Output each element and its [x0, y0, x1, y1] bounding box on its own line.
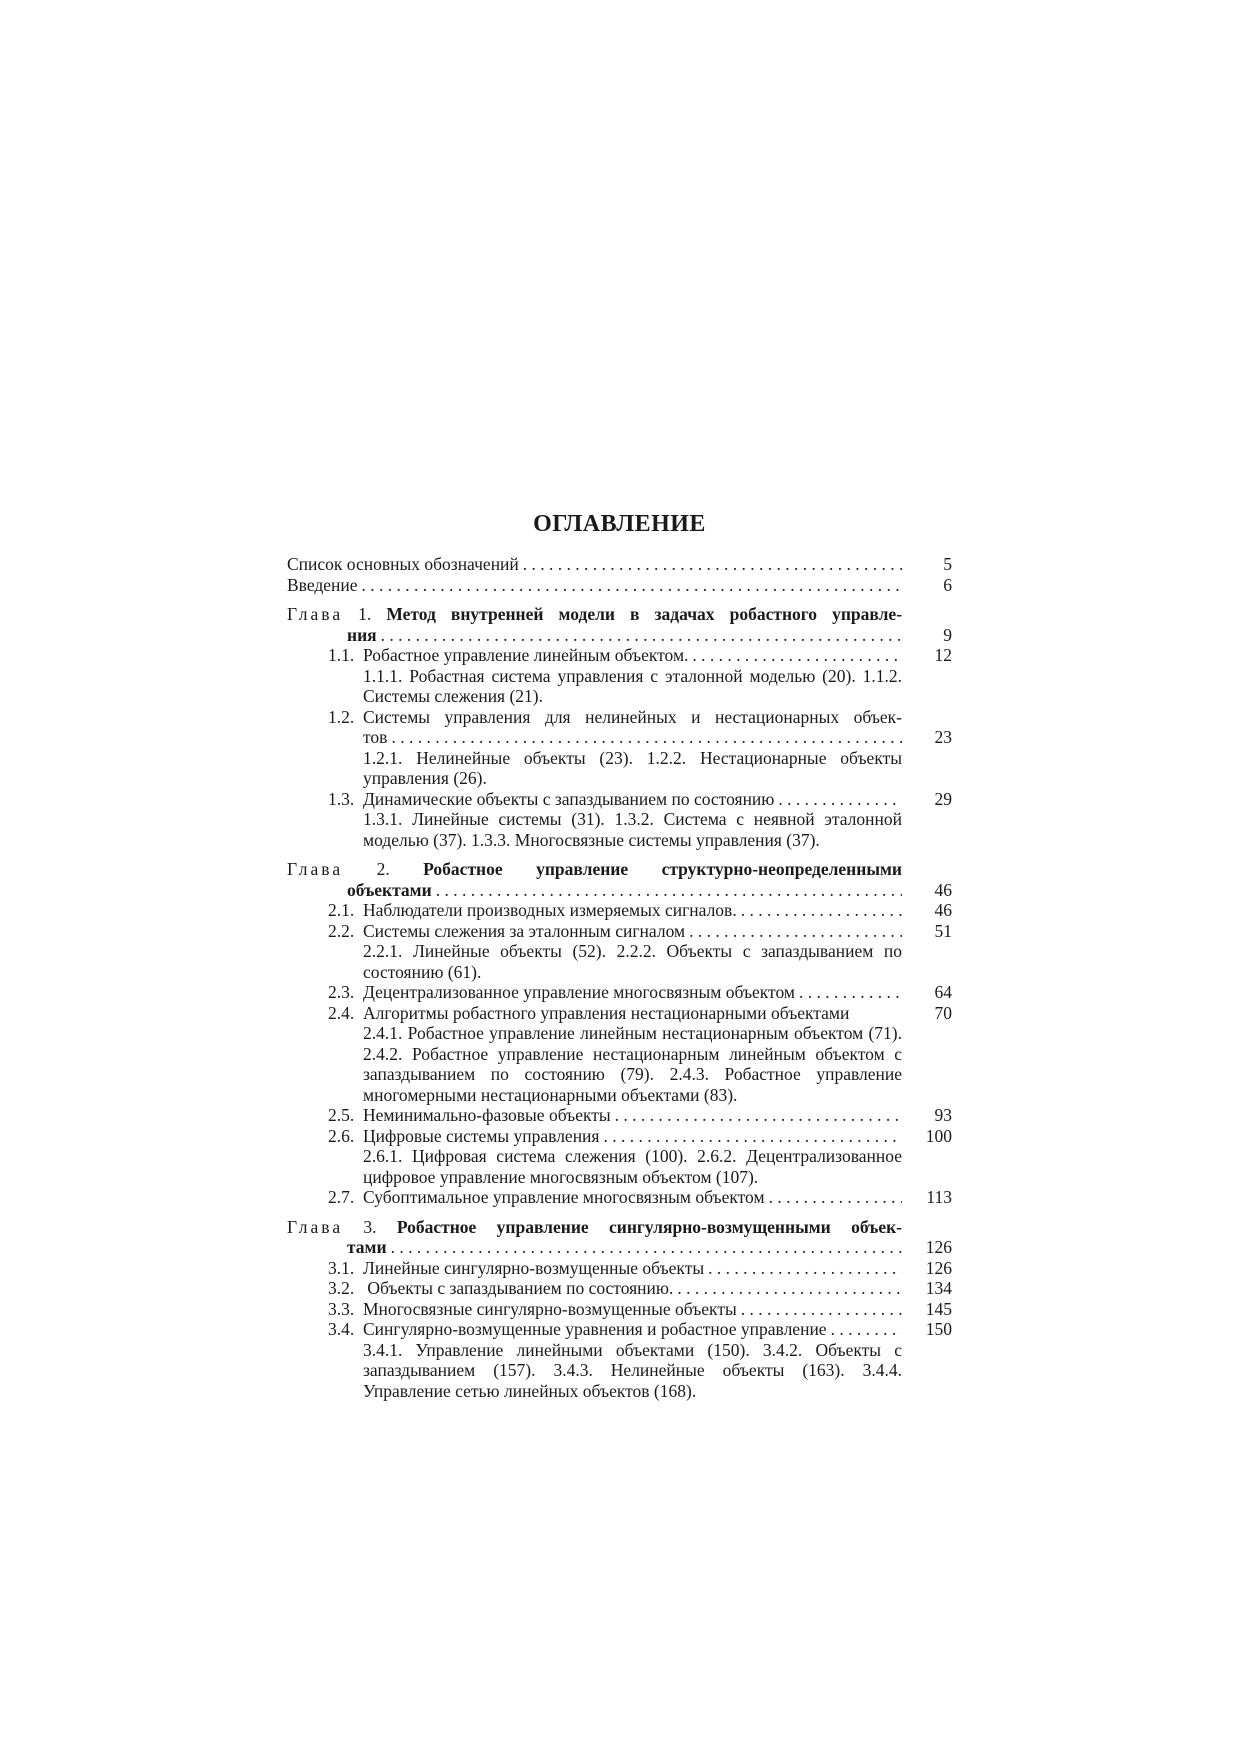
section-label: Многосвязные сингулярно-возмущенные объекты: [363, 1298, 737, 1319]
section-label: Децентрализованное управление многосвязным объектом: [363, 982, 795, 1002]
toc-page-number: 6: [943, 574, 952, 595]
leader-dots: [677, 1278, 902, 1299]
leader-dots: [741, 900, 902, 921]
section-number: 1.1.: [328, 645, 355, 665]
section-label: Системы слежения за эталонным сигналом: [363, 920, 686, 941]
leader-dots: [391, 727, 902, 748]
chapter-3: [287, 1217, 952, 1402]
toc-page-number: 150: [925, 1319, 952, 1339]
toc-page-number: 12: [934, 645, 952, 665]
section-3-1[interactable]: [328, 1258, 952, 1279]
subsections-2-4: 2.4.1. Робастное управление линейным нестационарным объектом (71). 2.4.2. Робастное управление нестационарным линейным объектом с запаздыванием по состоянию (79). 2.4.3. Робастное управление многомерными нестационарными объектами (83).: [363, 1023, 902, 1105]
section-label: Наблюдатели производных измеряемых сигналов.: [363, 900, 737, 920]
chapter-word: Глава: [287, 859, 344, 879]
section-label: Алгоритмы робастного управления нестационарными объектами: [363, 1002, 850, 1023]
section-label: Сингулярно-возмущенные уравнения и робастное управление: [363, 1319, 827, 1339]
section-2-4[interactable]: [328, 1003, 952, 1024]
leader-dots: [689, 921, 902, 942]
section-number: 2.5.: [328, 1105, 355, 1125]
chapter-word: Глава: [287, 604, 344, 624]
chapter-number: 1.: [358, 604, 372, 624]
chapter-1-heading[interactable]: [287, 604, 952, 625]
page-title: ОГЛАВЛЕНИЕ: [533, 511, 706, 537]
chapter-title: Робастное управление сингулярно-возмущенными объек-: [396, 1216, 903, 1237]
chapter-2-heading[interactable]: [287, 859, 952, 880]
toc-page-number: 23: [934, 727, 952, 747]
section-label: Субоптимальное управление многосвязным объектом: [363, 1187, 765, 1207]
section-label-cont: тов: [363, 727, 388, 747]
section-number: 1.3.: [328, 788, 355, 809]
toc-page-number: 5: [943, 554, 952, 574]
leader-dots: [436, 880, 902, 901]
toc-page-number: 134: [925, 1278, 952, 1298]
leader-dots: [741, 1299, 902, 1320]
table-of-contents: [287, 510, 952, 1401]
section-number: 2.4.: [328, 1002, 355, 1023]
section-2-3[interactable]: [328, 982, 952, 1003]
chapter-3-heading[interactable]: [287, 1217, 952, 1238]
section-number: 1.2.: [328, 706, 355, 727]
toc-page-number: 29: [934, 788, 952, 809]
toc-entry-label: Введение: [287, 574, 358, 595]
toc-page-number: 145: [925, 1298, 952, 1319]
section-label: Неминимально-фазовые объекты: [363, 1105, 611, 1125]
toc-page-number: 126: [925, 1237, 952, 1257]
subsections-1-2: 1.2.1. Нелинейные объекты (23). 1.2.2. Нестационарные объекты управления (26).: [363, 747, 902, 788]
toc-entry-introduction[interactable]: [287, 575, 952, 596]
section-label: Робастное управление линейным объектом.: [363, 645, 689, 665]
section-3-3[interactable]: [328, 1299, 952, 1320]
section-2-1[interactable]: [328, 900, 952, 921]
chapter-3-heading-cont[interactable]: [347, 1237, 952, 1258]
section-label: Объекты с запаздыванием по состоянию.: [363, 1278, 674, 1298]
toc-page-number: 46: [934, 879, 952, 900]
chapter-title-cont: тами: [347, 1237, 387, 1257]
leader-dots: [381, 625, 902, 646]
leader-dots: [391, 1237, 902, 1258]
section-2-2[interactable]: [328, 921, 952, 942]
section-number: 3.2.: [328, 1278, 355, 1298]
toc-page-number: 51: [934, 920, 952, 941]
subsections-2-6: 2.6.1. Цифровая система слежения (100). 2.6.2. Децентрализованное цифровое управление многосвязным объектом (107).: [363, 1146, 902, 1187]
leader-dots: [362, 575, 902, 596]
toc-entry-notation[interactable]: [287, 554, 952, 575]
toc-page-number: 93: [934, 1105, 952, 1125]
leader-dots: [603, 1126, 902, 1147]
section-number: 2.7.: [328, 1187, 355, 1207]
section-2-7[interactable]: [328, 1187, 952, 1208]
section-3-2[interactable]: [328, 1278, 952, 1299]
subsections-2-2: 2.2.1. Линейные объекты (52). 2.2.2. Объекты с запаздыванием по состоянию (61).: [363, 941, 902, 982]
chapter-number: 3.: [363, 1216, 377, 1237]
chapter-2-heading-cont[interactable]: [347, 880, 952, 901]
section-number: 2.6.: [328, 1125, 355, 1146]
section-2-5[interactable]: [328, 1105, 952, 1126]
toc-page-number: 100: [925, 1125, 952, 1146]
leader-dots: [831, 1319, 902, 1340]
toc-page-number: 64: [934, 982, 952, 1002]
chapter-1-heading-cont[interactable]: [347, 625, 952, 646]
section-1-2[interactable]: [328, 707, 952, 728]
section-number: 2.2.: [328, 920, 355, 941]
leader-dots: [778, 789, 902, 810]
chapter-title-cont: объектами: [347, 879, 432, 900]
leader-dots: [769, 1187, 902, 1208]
leader-dots: [708, 1258, 902, 1279]
section-3-4[interactable]: [328, 1319, 952, 1340]
section-2-6[interactable]: [328, 1126, 952, 1147]
subsections-3-4: 3.4.1. Управление линейными объектами (150). 3.4.2. Объекты с запаздыванием (157). 3.4.3. Нелинейные объекты (163). 3.4.4. Управление сетью линейных объектов (168).: [363, 1339, 902, 1401]
section-number: 3.1.: [328, 1257, 355, 1278]
chapter-word: Глава: [287, 1216, 344, 1237]
section-1-2-cont[interactable]: [363, 727, 952, 748]
chapter-title: Метод внутренней модели в задачах робастного управле-: [386, 604, 903, 624]
section-label: Динамические объекты с запаздыванием по состоянию: [363, 788, 775, 809]
chapter-number: 2.: [376, 859, 390, 879]
section-1-1[interactable]: [328, 645, 952, 666]
chapter-title: Робастное управление структурно-неопределенными: [423, 859, 903, 879]
section-number: 2.1.: [328, 900, 355, 920]
toc-page-number: 126: [925, 1257, 952, 1278]
leader-dots: [692, 645, 902, 666]
section-label: Системы управления для нелинейных и нестационарных объек-: [363, 706, 902, 727]
subsections-1-3: 1.3.1. Линейные системы (31). 1.3.2. Система с неявной эталонной моделью (37). 1.3.3. Многосвязные системы управления (37).: [363, 809, 902, 850]
section-label: Линейные сингулярно-возмущенные объекты: [363, 1257, 705, 1278]
section-label: Цифровые системы управления: [363, 1125, 600, 1146]
section-number: 2.3.: [328, 982, 355, 1002]
leader-dots: [799, 982, 902, 1003]
subsections-1-1: 1.1.1. Робастная система управления с эталонной моделью (20). 1.1.2. Системы слежения (21).: [363, 665, 902, 706]
toc-page-number: 113: [926, 1187, 952, 1207]
section-1-3[interactable]: [328, 789, 952, 810]
toc-entry-label: Список основных обозначений: [287, 554, 519, 574]
section-number: 3.4.: [328, 1319, 355, 1339]
section-number: 3.3.: [328, 1298, 355, 1319]
chapter-title-cont: ния: [347, 624, 377, 645]
chapter-2: [287, 859, 952, 1208]
toc-page-number: 9: [943, 624, 952, 645]
toc-page-number: 70: [934, 1002, 952, 1023]
leader-dots: [615, 1105, 902, 1126]
chapter-1: [287, 604, 952, 850]
toc-page-number: 46: [934, 900, 952, 920]
leader-dots: [523, 554, 902, 575]
